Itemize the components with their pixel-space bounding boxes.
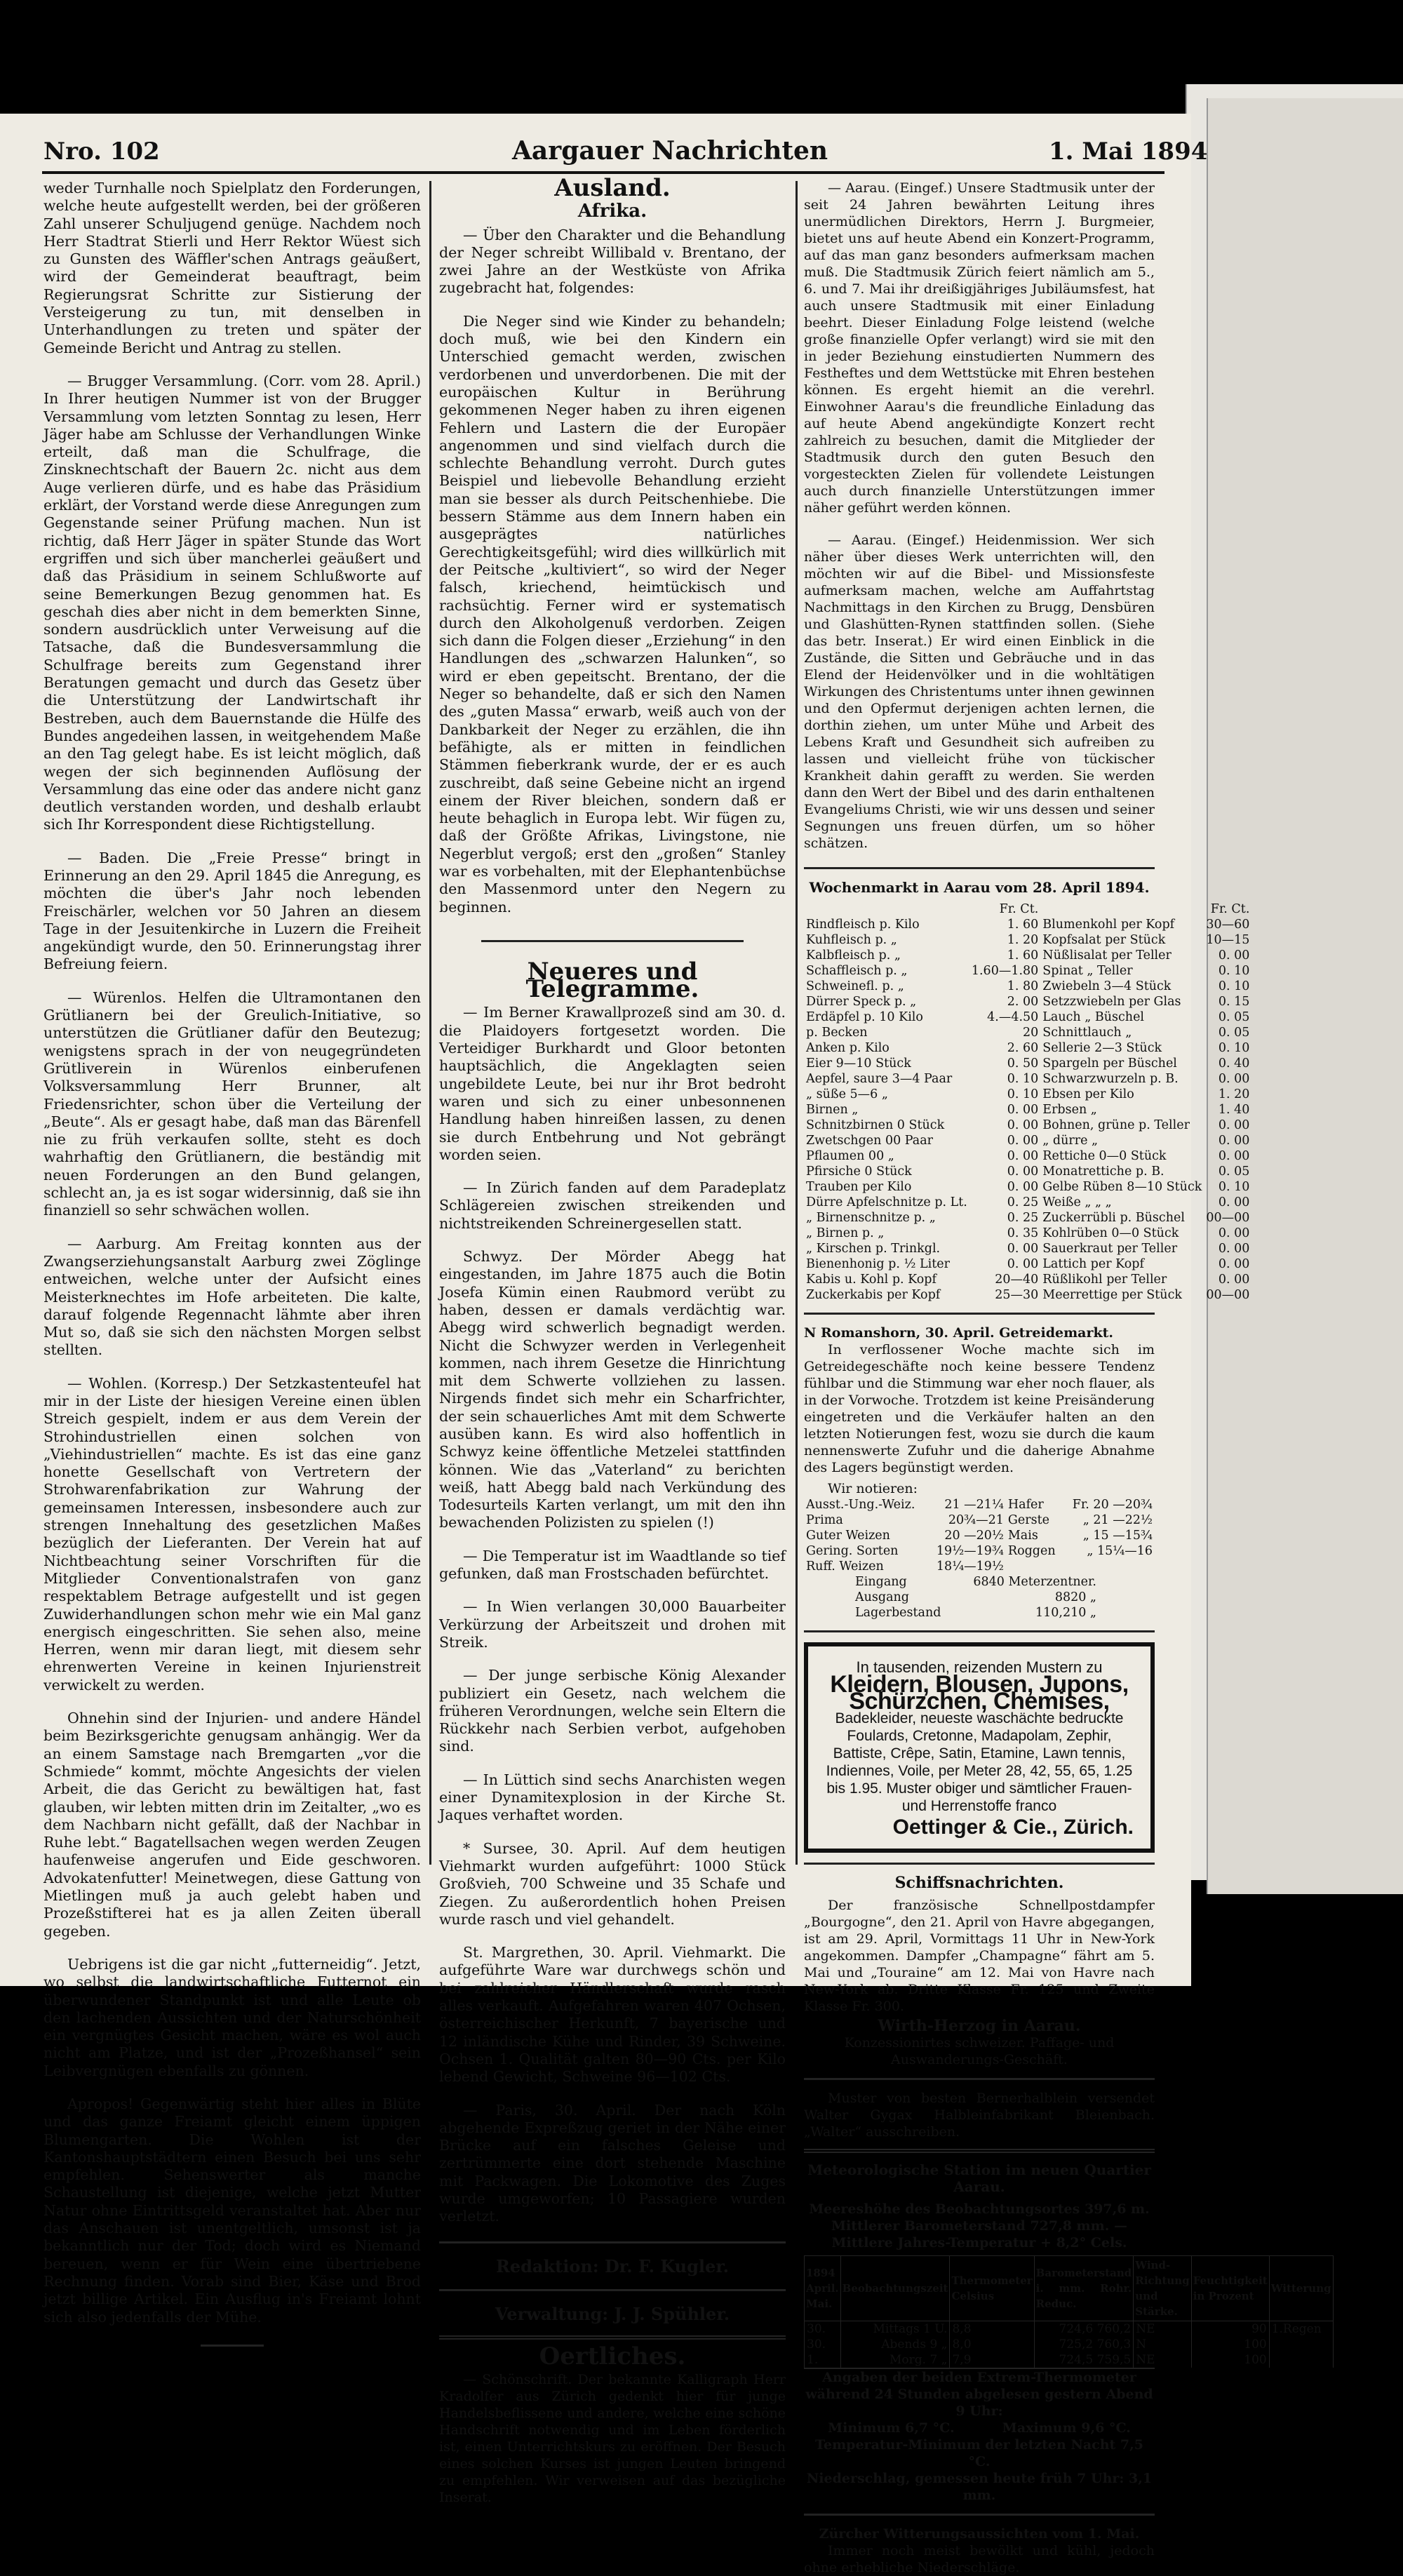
- grain-cell: [1063, 1559, 1155, 1574]
- column-rule-1: [429, 181, 431, 1865]
- met-extremes-row: [804, 2420, 1155, 2436]
- article-temperatur: — Die Temperatur ist im Waadtlande so tief gefunken, daß man Frostschaden befürchtet.: [439, 1547, 786, 1583]
- market-cell: 0. 10: [1007, 1072, 1039, 1086]
- bern-rule-top: [804, 2078, 1155, 2080]
- column-end-rule: [201, 2344, 264, 2347]
- market-cell: 0. 05: [1218, 1165, 1250, 1179]
- ad-line-1: In tausenden, reizenden Mustern zu: [856, 1658, 1103, 1676]
- ship-rule-top: [804, 1863, 1155, 1865]
- met-row: [805, 2352, 1334, 2368]
- met-cell: 1.Regen: [1269, 2321, 1333, 2337]
- market-cell: Lauch „ Büschel: [1042, 1010, 1145, 1024]
- grain-cell: Mais: [1007, 1529, 1038, 1543]
- market-cell: Monatrettiche p. B.: [1042, 1165, 1164, 1179]
- market-cell: 0. 00: [1007, 1257, 1039, 1271]
- section-heading-telegramme: Neueres und Telegramme.: [525, 957, 699, 1004]
- met-header-row: [805, 2256, 1334, 2321]
- market-row: [804, 1118, 1251, 1133]
- grain-row: [804, 1528, 1155, 1543]
- ship-text: Der französische Schnellpostdampfer „Bourgogne“, den 21. April von Havre abgegangen, ist am 29. April, Vormittags 11 Uhr in New-York angekommen. Dampfer „Champagne“ fährt am 5. Mai und „Touraine“ am 12. Mai von Havre nach New-York ab. Dritte Klasse Fr. 125 und Zweite Klasse Fr. 300.: [804, 1898, 1155, 2014]
- article-stadtmusik: — Aarau. (Eingef.) Unsere Stadtmusik unter der seit 24 Jahren bewährten Leitung ihres unermüdlichen Direktors, Herrn J. Burgmeier, bietet uns auf heute Abend ein Konzert-Programm, auf das man ganz besonders aufmerksam machen muß. Die Stadtmusik Zürich feiert nämlich am 5., 6. und 7. Mai ihr dreißigjähriges Jubiläumsfest, hat auch unsere Stadtmusik mit einer Einladung beehrt. Dieser Einladung Folge leistend (welche große finanzielle Opfer verlangt) wird sie mit den in jeder Beziehung einstudierten Nummern des Festheftes und dem Wettstücke mit Ehren bestehen können. Es ergeht hiemit an die verehrl. Einwohner Aarau's die freundliche Einladung das auf heute Abend angekündigte Konzert recht zahlreich zu besuchen, damit die Mitglieder der Stadtmusik durch den guten Besuch den vorgesteckten Zielen für vollendete Leistungen auch durch finanzielle Unterstützungen immer näher geführt werden können.: [804, 180, 1155, 516]
- met-max: Maximum 9,6 °C.: [1002, 2420, 1131, 2436]
- market-row: [804, 1009, 1251, 1025]
- market-cell: Schwarzwurzeln p. B.: [1042, 1072, 1179, 1086]
- market-cell: 0. 15: [1218, 995, 1250, 1009]
- grain-cell: 19½—19¾: [936, 1544, 1004, 1558]
- market-cell: Eier 9—10 Stück: [806, 1056, 911, 1071]
- met-night-min: Temperatur-Minimum der letzten Nacht 7,5 °C.: [815, 2437, 1143, 2469]
- article-aarburg: — Aarburg. Am Freitag konnten aus der Zwangserziehungsanstalt Aarburg zwei Zöglinge entweichen, welche unter der Aufsicht eines Meisterknechtes im Hofe arbeiteten. Die kalte, darauf folgende Regennacht lähmte aber ihren Mut so, daß sie sich den nächsten Morgen selbst stellten.: [43, 1235, 421, 1359]
- market-cell: 1. 80: [1007, 979, 1039, 993]
- met-cell: 1.: [805, 2352, 841, 2368]
- grain-total-row: [853, 1605, 1099, 1621]
- met-cell: NE: [1134, 2352, 1191, 2368]
- met-h-time: Beobachtungszeit: [840, 2256, 950, 2321]
- column-2: [439, 174, 786, 2521]
- market-row: [804, 1256, 1251, 1272]
- market-cell: Dürrer Speck p. „: [806, 995, 917, 1009]
- met-cell: 724,6 760,2: [1034, 2321, 1134, 2337]
- market-cell: Rettiche 0—0 Stück: [1042, 1149, 1167, 1163]
- grain-total-cell: Eingang: [855, 1575, 907, 1589]
- grain-cell: Prima: [806, 1513, 843, 1527]
- market-cell: Bohnen, grüne p. Teller: [1042, 1118, 1190, 1132]
- article-st-margrethen: St. Margrethen, 30. April. Viehmarkt. Die aufgeführte Ware war durchwegs schön und bei zahlreicher Händlerschaft wurde rasch alles verkauft. Aufgefahren waren 407 Ochsen, österreichischer Herkunft, 7 bayerische und 12 inländische Kühe und Rinder, 39 Schweine. Ochsen 1. Qualität galten 80—90 Cts. per Kilo lebend Gewicht, Schweine 96—102 Cts.: [439, 1944, 786, 2086]
- verwaltung-line: Verwaltung: J. J. Spühler.: [495, 2303, 730, 2324]
- grain-row: [804, 1512, 1155, 1528]
- market-cell: 0. 00: [1007, 1149, 1039, 1163]
- market-cell: Pfirsiche 0 Stück: [806, 1165, 912, 1179]
- market-cell: Kopfsalat per Stück: [1042, 933, 1166, 947]
- met-cell: 30.: [805, 2321, 841, 2337]
- market-row: [804, 948, 1251, 963]
- market-cell: Lattich per Kopf: [1042, 1257, 1144, 1271]
- market-cell: Schnittlauch „: [1042, 1026, 1132, 1040]
- market-row: [804, 1241, 1251, 1256]
- market-cell: „ süße 5—6 „: [806, 1087, 888, 1101]
- market-cell: 0. 05: [1218, 1026, 1250, 1040]
- staff-rule-bottom: [439, 2335, 786, 2340]
- market-cell: 10—15: [1206, 933, 1250, 947]
- market-cell: Setzzwiebeln per Glas: [1042, 995, 1181, 1009]
- market-row: [804, 1195, 1251, 1210]
- met-title: Meteorologische Station im neuen Quartier Aarau.: [807, 2161, 1151, 2195]
- article-brugger-versammlung: — Brugger Versammlung. (Corr. vom 28. April.) In Ihrer heutigen Nummer ist von der Brugger Versammlung vom letzten Sonntag zu lesen, Herr Jäger habe am Schlusse der Verhandlungen Winke erteilt, daß man die Schulfrage, die Zinsknechtschaft der Bauern 2c. nicht aus dem Auge verlieren dürfe, und es habe das Präsidium erklärt, der Vorstand werde diese Anregungen zum Gegenstande seiner Prüfung machen. Nun ist richtig, daß Herr Jäger in später Stunde das Wort ergriffen und sich über mancherlei geäußert und daß das Präsidium in seinem Schlußworte auf seine Bemerkungen Bezug genommen hat. Es geschah dies aber nicht in dem bemerkten Sinne, sondern ausdrücklich unter Verweisung auf die Tatsache, daß die Bundesversammlung die Schulfrage bereits zum Gegenstand ihrer Beratungen gemacht und durch das Gesetz über die Unterstützung der Landwirtschaft ihr Bestreben, auch dem Bauernstande die Hülfe des Bundes angedeihen lassen, in weitgehendem Maße an den Tag gelegt habe. Es ist leicht möglich, daß wegen der sich beginnenden Auflösung der Versammlung das eine oder das andere nicht ganz deutlich verstanden worden, und deshalb erlaubt sich Ihr Korrespondent diese Richtigstellung.: [43, 372, 421, 833]
- market-cell: „ Kirschen p. Trinkgl.: [806, 1242, 941, 1256]
- market-cell: Sauerkraut per Teller: [1042, 1242, 1178, 1256]
- market-row: [804, 1025, 1251, 1040]
- met-rain: Niederschlag, gemessen heute früh 7 Uhr: 3,1 mm.: [806, 2471, 1153, 2503]
- met-extreme: Angaben der beiden Extrem-Thermometer während 24 Stunden abgelesen gestern Abend 9 Uhr:: [804, 2368, 1155, 2420]
- market-rule-bottom: [804, 1313, 1155, 1315]
- market-cell: 0. 50: [1007, 1056, 1039, 1071]
- grain-cell: 21 —21¼: [944, 1498, 1004, 1512]
- grain-total-row: [853, 1590, 1099, 1605]
- market-cell: Meerrettige per Stück: [1042, 1288, 1182, 1302]
- market-cell: Ebsen per Kilo: [1042, 1087, 1134, 1101]
- grain-cell: Guter Weizen: [806, 1529, 890, 1543]
- ship-title: Schiffsnachrichten.: [894, 1874, 1064, 1892]
- market-cell: 1. 20: [1218, 1087, 1250, 1101]
- article-serbien: — Der junge serbische König Alexander publiziert ein Gesetz, nach welchem die früheren Verordnungen, welche sein Eltern die Rückkehr nach Serbien verbot, aufgehoben sind.: [439, 1667, 786, 1755]
- grain-cell: [1006, 1559, 1063, 1574]
- market-row: [804, 1226, 1251, 1241]
- met-cell: NE: [1134, 2321, 1191, 2337]
- advertisement-oettinger: [804, 1642, 1155, 1853]
- market-cell: 0. 35: [1007, 1226, 1039, 1240]
- met-cell: 724,5 759,5: [1034, 2352, 1134, 2368]
- ad-sender: Oettinger & Cie., Zürich.: [892, 1816, 1134, 1839]
- forecast-text: Immer noch meist bewölkt und kühl, jedoch ohne erhebliche Niederschläge.: [804, 2543, 1155, 2575]
- market-row: [804, 1148, 1251, 1164]
- market-cell: Anken p. Kilo: [806, 1041, 890, 1055]
- market-cell: Erbsen „: [1042, 1103, 1097, 1117]
- market-cell: 0. 10: [1218, 1180, 1250, 1194]
- market-cell: 1. 60: [1007, 918, 1039, 932]
- grain-total-rows: [853, 1574, 1099, 1621]
- article-neger-intro: — Über den Charakter und die Behandlung der Neger schreibt Willibald v. Brentano, der zwei Jahre an der Westküste von Afrika zugebracht hat, folgendes:: [439, 226, 786, 297]
- market-row: [804, 1272, 1251, 1287]
- grain-cell: „ 21 —22½: [1082, 1513, 1153, 1527]
- market-cell: 1. 20: [1007, 933, 1039, 947]
- grain-cell: „ 15¼—16: [1087, 1544, 1153, 1558]
- market-row: [804, 1287, 1251, 1303]
- market-cell: Schaffleisch p. „: [806, 964, 908, 978]
- article-wohlen-4: Apropos! Gegenwärtig steht hier alles in Blüte und das ganze Freiamt gleicht einem üppigen Blumengarten. Die Wohlen ist der Kantonshauptstädtern einen Besuch bei uns sehr empfehlen. Sehenswerter als manche Schaustellung ist diejenige, welche jetzt Mutter Natur ohne Eintrittsgeld veranstaltet hat. Aber nur das Anschauen ist unentgeltlich, umsonst ist ja bekanntlich nur der Tod; doch wird es Niemand bereuen, wenn er für Wein eine übertriebene Rechnung finden. Vorab sind Bier, Käse und Brod jetzt billige Artikel. Ein Ausflug in's Freiamt lohnt sich also jedenfalls der Mühe.: [43, 2095, 421, 2326]
- article-heidenmission: — Aarau. (Eingef.) Heidenmission. Wer sich näher über dieses Werk unterrichten will, den möchten wir auf die Bibel- und Missionsfeste aufmerksam machen, welche am Auffahrtstag Nachmittags in den Kirchen zu Brugg, Densbüren und Glashütten-Rynen stattfinden sollen. (Siehe das betr. Inserat.) Er wird einen Einblick in die Zustände, die Sitten und Gebräuche und in das Elend der Heidenvölker und in die wohltätigen Wirkungen des Christentums unter ihnen gewinnen und den Opfermut derjenigen achten lernen, die dorthin ziehen, um unter Mühe und Arbeit des Lebens Kraft und Gesundheit sich aufreiben zu lassen und vielleicht frühe von tückischer Krankheit dahin gerafft zu werden. Sie werden dann den Wert der Bibel und des darin enthaltenen Evangeliums Christi, wie wir uns dessen und seiner Segnungen uns freuen dürfen, um so höher schätzen.: [804, 532, 1155, 851]
- met-cell: Morg. 7 „: [840, 2352, 950, 2368]
- met-h-temp: Thermometer Celsius: [950, 2256, 1034, 2321]
- market-row: [804, 963, 1251, 979]
- grain-total-cell: 110,210 „: [1035, 1606, 1096, 1620]
- grain-totals: [853, 1574, 1099, 1621]
- market-cell: 2. 00: [1007, 995, 1039, 1009]
- market-table: [804, 901, 1251, 1303]
- section-heading-oertliches: Oertliches.: [539, 2342, 686, 2371]
- met-table: [804, 2255, 1334, 2368]
- market-cell: Pflaumen 00 „: [806, 1149, 894, 1163]
- market-cell: 0. 00: [1007, 1165, 1039, 1179]
- met-cell: 725,2 760,3: [1034, 2337, 1134, 2352]
- market-cell: 0. 00: [1218, 1242, 1250, 1256]
- market-cell: Rüßlikohl per Teller: [1042, 1273, 1167, 1287]
- market-cell: 0. 00: [1218, 1257, 1250, 1271]
- market-cell: 0. 00: [1218, 1134, 1250, 1148]
- market-cell: Blumenkohl per Kopf: [1042, 918, 1175, 932]
- article-neger-body: Die Neger sind wie Kinder zu behandeln; doch muß, wie bei den Kindern ein Unterschied gemacht werden, zwischen verdorbenen und unverdorbenen. Die mit der europäischen Kultur in Berührung gekommenen Neger haben zu ihren eigenen Fehlern und Lastern die der Europäer angenommen und sind vielfach durch die schlechte Behandlung verroht. Durch gutes Beispiel und liebevolle Behandlung erzieht man sie besser als durch Peitschenhiebe. Die bessern Stämme aus dem Innern haben ein ausgeprägtes natürliches Gerechtigkeitsgefühl; wird dies willkürlich mit der Peitsche „kultiviert“, so wird der Neger falsch, kriechend, heimtückisch und rachsüchtig. Ferner wird er systematisch durch den Alkoholgenuß verdorben. Zeigen sich dann die Folgen dieser „Erziehung“ in den Handlungen des „schwarzen Halunken“, so wird er eben gepeitscht. Brentano, der die Neger so behandelte, daß er sich den Namen des „guten Massa“ erwarb, weiß auch von der Dankbarkeit der Neger zu erzählen, die ihn befähigte, als er mitten in feindlichen Stämmen fieberkrank wurde, der er es auch zuschreibt, daß seine Gebeine nicht an irgend einem der River bleichen, sondern daß er heute behaglich in Europa lebt. Wir fügen zu, daß der Größte Afrikas, Livingstone, nie Negerblut vergoß; erst den „großen“ Stanley war es vorbehalten, mit der Elephantenbüchse den Massenmord unter den Negern zu beginnen.: [439, 312, 786, 915]
- market-cell: Kabis u. Kohl p. Kopf: [806, 1273, 937, 1287]
- grain-cell: Roggen: [1007, 1544, 1056, 1558]
- market-cell: 0. 10: [1007, 1087, 1039, 1101]
- met-h-baro: Barometerstand i. mm. Rohr. Reduc.: [1034, 2256, 1134, 2321]
- market-cell: Nüßlisalat per Teller: [1042, 948, 1172, 962]
- market-cell: Spinat „ Teller: [1042, 964, 1133, 978]
- market-cell: 0. 00: [1218, 1195, 1250, 1209]
- market-cell: Spargeln per Büschel: [1042, 1056, 1177, 1071]
- market-cell: 00—00: [1206, 1211, 1250, 1225]
- market-unit-left: Fr. Ct.: [999, 902, 1039, 916]
- market-cell: Zwiebeln 3—4 Stück: [1042, 979, 1172, 993]
- grain-title: N Romanshorn, 30. April. Getreidemarkt.: [804, 1325, 1114, 1341]
- section-heading-ausland: Ausland.: [554, 174, 671, 202]
- ad-rule-top: [804, 1630, 1155, 1632]
- met-rule-top: [804, 2149, 1155, 2153]
- article-schoenschrift: — Schönschrift. Der bekannte Kalligraph Herr Kradolfer aus Zürich gedenkt hier für junge Handelsbeflissene und andere, welche eine schöne Handschrift notwendig und im Leben förderlich ist, einen Unterrichtskurs zu eröffnen. Der Besuch eines solchen Kurses ist jungen Leuten bringend zu empfehlen. Wir verweisen auf das bezügliche Inserat.: [439, 2372, 786, 2506]
- grain-cell: Ausst.-Ung.-Weiz.: [806, 1498, 915, 1512]
- met-row: [805, 2337, 1334, 2352]
- met-h-weather: Witterung: [1269, 2256, 1333, 2321]
- market-cell: 0. 05: [1218, 1010, 1250, 1024]
- article-wuerenlos: — Würenlos. Helfen die Ultramontanen den Grütlianern bei der Greulich-Initiative, so unterstützen die Grütlianer dafür den Beutezug; wenigstens sprach in der von neugegründeten Grütliverein in Würenlos einberufenen Volksversammlung Herr Brunner, alt Friedensrichter, schon über die Verteilung der „Beute“. Als er gesagt habe, daß man das Bärenfell nie zu früh verkaufen sollte, steht es doch wahrhaftig den Grütlianern, die beständig mit neuen Forderungen an den Bund gelangen, schlecht an, ja es ist sogar widersinnig, daß sie ihn finanziell so sehr schwächen wollen.: [43, 988, 421, 1219]
- market-cell: 2. 60: [1007, 1041, 1039, 1055]
- market-units-row: [804, 901, 1251, 917]
- article-wohlen: — Wohlen. (Korresp.) Der Setzkastenteufel hat mir in der Liste der hiesigen Vereine einen üblen Streich gespielt, indem er aus dem Verein der Strohindustriellen einen solchen von „Viehindustriellen“ machte. Es ist das eine ganz honette Gesellschaft von Vertretern der Strohwarenfabrikation zur Wahrung der gemeinsamen Interessen, insbesondere auch zur strengen Innehaltung des gesetzlichen Maßes bezüglich der Lieferanten. Der Verein hat auf Nichtbeachtung seiner Vorschriften für die Mitglieder Conventionalstrafen von ganz respektablem Betrage aufgestellt und ist gegen Zuwiderhandlungen schon mehr wie ein Mal ganz energisch eingeschritten. Sie sehen also, meine Herren, wenn mir daran liegt, mit diesem sehr ehrenwerten Vereine in keinen Injurienstreit verwickelt zu werden.: [43, 1374, 421, 1693]
- market-cell: 0. 10: [1218, 1041, 1250, 1055]
- market-cell: 0. 40: [1218, 1056, 1250, 1071]
- market-cell: 0. 00: [1218, 1273, 1250, 1287]
- market-cell: 0. 00: [1007, 1118, 1039, 1132]
- grain-row: [804, 1497, 1155, 1512]
- met-cell: [1269, 2352, 1333, 2368]
- column-3: [804, 180, 1331, 2576]
- market-row: [804, 917, 1251, 932]
- market-row: [804, 1040, 1251, 1056]
- market-row: [804, 1210, 1251, 1226]
- met-altitude: Meereshöhe des Beobachtungsortes 397,6 m.: [809, 2201, 1150, 2217]
- market-cell: 1. 60: [1007, 948, 1039, 962]
- market-cell: „ Birnen p. „: [806, 1226, 885, 1240]
- article-wohlen-3: Uebrigens ist die gar nicht „futterneidig“. Jetzt, wo selbst die landwirtschaftliche Futternot ein überwundener Standpunkt ist und alle Leute ob den lachenden Aussichten und der Naturschönheit ein vergnügtes Gesicht machen, wäre es wol auch nicht am Platze, und ist der „Prozeßhansel“ sein Leibvergnügen ebenfalls zu gönnen.: [43, 1955, 421, 2079]
- grain-total-cell: Lagerbestand: [855, 1606, 941, 1620]
- market-row: [804, 1087, 1251, 1102]
- column-rule-2: [796, 181, 798, 1865]
- met-h-date: 1894 April. Mai.: [805, 2256, 841, 2321]
- article-luettich: — In Lüttich sind sechs Anarchisten wegen einer Dynamitexplosion in der Kirche St. Jaques verhaftet worden.: [439, 1771, 786, 1824]
- market-row: [804, 994, 1251, 1009]
- market-cell: Erdäpfel p. 10 Kilo: [806, 1010, 923, 1024]
- market-cell: Dürre Apfelschnitze p. Lt.: [806, 1195, 967, 1209]
- bern-advert: Muster von besten Bernerhalblein versendet Walter Gygax Halbleinfabrikant Bleienbach. „Walter“ ausschreiben.: [804, 2091, 1155, 2140]
- article-sursee: * Sursee, 30. April. Auf dem heutigen Viehmarkt wurden aufgeführt: 1000 Stück Großvieh, 700 Schweine und 35 Schafe und Ziegen. Zu außerordentlich hohen Preisen wurde rasch und viel gehandelt.: [439, 1839, 786, 1928]
- market-cell: Kuhfleisch p. „: [806, 933, 897, 947]
- column-1: [43, 180, 421, 2347]
- market-cell: 0. 10: [1218, 964, 1250, 978]
- grain-total-cell: 8820 „: [1054, 1590, 1096, 1604]
- market-row: [804, 1179, 1251, 1195]
- met-row: [805, 2321, 1334, 2337]
- article-berner-krawall: — Im Berner Krawallprozeß sind am 30. d. die Plaidoyers fortgesetzt worden. Die Verteidiger Burkhardt und Gloor betonten hauptsächlich, die Angeklagten seien ungebildete Leute, bei nur ihr Brot bedroht waren und sich zu einer unbesonnenen Handlung haben hinreißen lassen, zu denen sie durch Entbehrung und Not gebrängt worden seien.: [439, 1004, 786, 1163]
- issue-date: 1. Mai 1894: [1049, 137, 1208, 166]
- market-row: [804, 1164, 1251, 1179]
- market-cell: Schweinefl. p. „: [806, 979, 904, 993]
- market-cell: „ dürre „: [1042, 1134, 1099, 1148]
- met-cell: 100: [1191, 2337, 1269, 2352]
- grain-row: [804, 1543, 1155, 1559]
- met-means: Mittlerer Barometerstand 727,8 mm. — Mittlere Jahres-Temperatur + 8,2° Cels.: [831, 2218, 1127, 2250]
- market-cell: 0. 00: [1007, 1103, 1039, 1117]
- article-paris: — Paris, 30. April. Der nach Köln abgehende Expreßzug geriet in der Nähe einer Brücke auf ein falsches Geleise und zertrümmerte eine dort stehende Maschine mit Packwagen. Die Lokomotive des Zuges wurde umgeworfen; 10 Passagiere wurden verletzt.: [439, 2101, 786, 2225]
- met-cell: 100: [1191, 2352, 1269, 2368]
- market-row: [804, 1056, 1251, 1071]
- grain-cell: 20¾—21: [948, 1513, 1004, 1527]
- market-cell: „ Birnenschnitze p. „: [806, 1211, 936, 1225]
- article-schwyz: Schwyz. Der Mörder Abegg hat eingestanden, im Jahre 1875 auch die Botin Josefa Kümin einen Raubmord verübt zu haben, dessen er damals verdächtig war. Abegg wird schwerlich begnadigt werden. Nicht die Schwyzer werden in Verlegenheit kommen, nach ihrem Gesetze die Hinrichtung mit dem Schwerte vollziehen zu lassen. Nirgends findet sich mehr ein Scharfrichter, der sein schauerliches Amt mit dem Schwerte ausüben kann. Es wird also hoffentlich in Schwyz keine öffentliche Metzelei stattfinden können. Wie das „Vaterland“ zu berichten weiß, hatt Abegg bald nach Verkündung des Todesurteils Karten verlangt, um mit den ihn bewachenden Polizisten zu spielen (!): [439, 1248, 786, 1531]
- ad-headline: Kleidern, Blousen, Jupons, Schürzchen, Chemises,: [830, 1671, 1129, 1715]
- staff-rule-top: [439, 2241, 786, 2243]
- market-cell: p. Becken: [806, 1026, 868, 1040]
- ship-agent-sub: Konzessionirtes schweizer. Paffage- und Auswanderungs-Geschäft.: [844, 2035, 1115, 2067]
- market-cell: Gelbe Rüben 8—10 Stück: [1042, 1180, 1202, 1194]
- met-rows: [805, 2321, 1334, 2368]
- market-cell: 0. 00: [1218, 1118, 1250, 1132]
- met-h-wind: Wind-Richtung und Stärke.: [1134, 2256, 1191, 2321]
- issue-number: Nro. 102: [43, 137, 160, 166]
- market-title: Wochenmarkt in Aarau vom 28. April 1894.: [809, 879, 1150, 896]
- masthead: Aargauer Nachrichten: [512, 136, 828, 166]
- grain-cell: „ 15 —15¾: [1082, 1529, 1153, 1543]
- met-cell: 8,8: [950, 2321, 1034, 2337]
- ad-body: Badekleider, neueste waschächte bedruckte Foulards, Cretonne, Madapolam, Zephir, Battiste, Crêpe, Satin, Etamine, Lawn tennis, Indiennes, Voile, per Meter 28, 42, 55, 65, 1.25 bis 1.95. Muster obiger und sämtlicher Frauen- und Herrenstoffe franco: [826, 1710, 1133, 1814]
- section-divider: [481, 940, 744, 942]
- market-cell: Sellerie 2—3 Stück: [1042, 1041, 1162, 1055]
- grain-total-cell: 6840 Meterzentner.: [973, 1575, 1096, 1589]
- market-cell: Bienenhonig p. ½ Liter: [806, 1257, 950, 1271]
- market-cell: 20: [1023, 1026, 1039, 1040]
- market-cell: Weiße „ „ „: [1042, 1195, 1112, 1209]
- market-cell: 0. 00: [1218, 1072, 1250, 1086]
- market-cell: 0. 00: [1218, 948, 1250, 962]
- met-cell: Abends 9 „: [840, 2337, 950, 2352]
- market-cell: Birnen „: [806, 1103, 859, 1117]
- market-row: [804, 979, 1251, 994]
- market-rows: [804, 917, 1251, 1303]
- article-schulhaus-end: weder Turnhalle noch Spielplatz den Forderungen, welche heute aufgestellt werden, bei der größeren Zahl unserer Schuljugend genüge. Nachdem noch Herr Stadtrat Stierli und Herr Rektor Wüest sich zu Gunsten des Wäffler'schen Antrags geäußert, wird der Gemeinderat beauftragt, beim Regierungsrat Schritte zur Sistierung der Versteigerung zu tun, mit denselben in Unterhandlungen zu treten und später der Gemeinde Bericht und Antrag zu stellen.: [43, 180, 421, 356]
- grain-cell: 18¼—19½: [936, 1559, 1004, 1574]
- grain-table: [804, 1497, 1155, 1574]
- market-rule-top: [804, 867, 1155, 869]
- market-cell: Kalbfleisch p. „: [806, 948, 901, 962]
- market-cell: Zwetschgen 00 Paar: [806, 1134, 934, 1148]
- market-cell: Kohlrüben 0—0 Stück: [1042, 1226, 1179, 1240]
- market-cell: Aepfel, saure 3—4 Paar: [806, 1072, 953, 1086]
- article-zuerich: — In Zürich fanden auf dem Paradeplatz Schlägereien zwischen streikenden und nichtstreikenden Schreinergesellen statt.: [439, 1179, 786, 1232]
- market-cell: Rindfleisch p. Kilo: [806, 918, 920, 932]
- grain-cell: Hafer: [1007, 1498, 1044, 1512]
- forecast-rule: [804, 2514, 1155, 2516]
- grain-rows: [804, 1497, 1155, 1574]
- met-min: Minimum 6,7 °C.: [828, 2420, 955, 2436]
- market-cell: 00—00: [1206, 1288, 1250, 1302]
- subsection-afrika: Afrika.: [577, 201, 647, 222]
- met-cell: 90: [1191, 2321, 1269, 2337]
- grain-total-row: [853, 1574, 1099, 1590]
- grain-total-cell: Ausgang: [855, 1590, 909, 1604]
- grain-intro: Wir notieren:: [828, 1481, 918, 1496]
- market-cell: Schnitzbirnen 0 Stück: [806, 1118, 945, 1132]
- grain-cell: Gering. Sorten: [806, 1544, 899, 1558]
- grain-cell: 20 —20½: [944, 1529, 1004, 1543]
- market-row: [804, 1071, 1251, 1087]
- market-cell: Trauben per Kilo: [806, 1180, 912, 1194]
- market-cell: 0. 00: [1007, 1134, 1039, 1148]
- grain-cell: Fr. 20 —20¾: [1072, 1498, 1153, 1512]
- market-cell: 30—60: [1206, 918, 1250, 932]
- met-cell: 7,9: [950, 2352, 1034, 2368]
- market-cell: 0. 10: [1218, 979, 1250, 993]
- article-wohlen-2: Ohnehin sind der Injurien- und andere Händel beim Bezirksgerichte genugsam anhängig. Wer da an einem Samstage nach Bremgarten „vor die Schmiede“ kommt, möchte Angesichts der vielen Arbeit, die das Gericht zu bewältigen hat, fast glauben, wir lebten mitten drin im Zeitalter, „wo es dem Nachbarn nicht gefällt, daß der Nachbar in Ruhe lebt.“ Bagatellsachen wegen werden Zeugen haufenweise angerufen und Eide geschworen. Advokatenfutter! Meinetwegen, diese Gattung von Mietlingen muß ja auch gelebt haben und Prozeßstifterei hat es ja allen Zeiten überall gegeben.: [43, 1710, 421, 1940]
- article-baden: — Baden. Die „Freie Presse“ bringt in Erinnerung an den 29. April 1845 die Anregung, es möchten die über's Jahr noch lebenden Freischärler, welchen vor 50 Jahren an diesem Tage in der Jesuitenkirche in Luzern die Freiheit angekündigt wurde, den 50. Erinnerungstag ihrer Befreiung feiern.: [43, 849, 421, 973]
- met-cell: [1269, 2337, 1333, 2352]
- market-cell: 0. 00: [1007, 1180, 1039, 1194]
- market-row: [804, 1133, 1251, 1148]
- market-row: [804, 932, 1251, 948]
- grain-report: In verflossener Woche machte sich im Getreidegeschäfte noch keine bessere Tendenz fühlbar und die Stimmung war eher noch flauer, als in der Vorwoche. Trotzdem ist keine Preisänderung eingetreten und die Verkäufer halten an den letzten Notierungen fest, wozu sie durch die kaum nennenswerte Zufuhr und die daherige Abnahme des Lagers begünstigt werden.: [804, 1342, 1155, 1475]
- ship-agent: Wirth-Herzog in Aarau.: [878, 2017, 1081, 2035]
- market-row: [804, 1102, 1251, 1118]
- grain-row: [804, 1559, 1155, 1574]
- market-cell: 0. 25: [1007, 1195, 1039, 1209]
- market-cell: 0. 00: [1218, 1226, 1250, 1240]
- met-cell: 8,0: [950, 2337, 1034, 2352]
- market-cell: 4.—4.50: [987, 1010, 1039, 1024]
- article-wien: — In Wien verlangen 30,000 Bauarbeiter Verkürzung der Arbeitszeit und drohen mit Streik.: [439, 1598, 786, 1651]
- market-unit-right: Fr. Ct.: [1210, 902, 1250, 916]
- market-cell: 0. 00: [1218, 1149, 1250, 1163]
- met-cell: Mittags 1 U.: [840, 2321, 950, 2337]
- market-cell: Zuckerrübli p. Büschel: [1042, 1211, 1185, 1225]
- staff-rule-mid: [439, 2289, 786, 2291]
- forecast-title: Zürcher Witterungsaussichten vom 1. Mai.: [819, 2526, 1140, 2542]
- market-cell: 25—30: [995, 1288, 1039, 1302]
- met-cell: N: [1134, 2337, 1191, 2352]
- market-cell: 20—40: [995, 1273, 1039, 1287]
- market-cell: 0. 25: [1007, 1211, 1039, 1225]
- market-cell: 0. 00: [1007, 1242, 1039, 1256]
- grain-cell: Gerste: [1007, 1513, 1049, 1527]
- redaktion-line: Redaktion: Dr. F. Kugler.: [495, 2255, 730, 2276]
- grain-cell: Ruff. Weizen: [806, 1559, 884, 1574]
- met-h-humidity: Feuchtigkeit in Prozent: [1191, 2256, 1269, 2321]
- market-cell: 1.60—1.80: [971, 964, 1039, 978]
- market-cell: 1. 40: [1218, 1103, 1250, 1117]
- market-cell: Zuckerkabis per Kopf: [806, 1288, 941, 1302]
- met-cell: 30.: [805, 2337, 841, 2352]
